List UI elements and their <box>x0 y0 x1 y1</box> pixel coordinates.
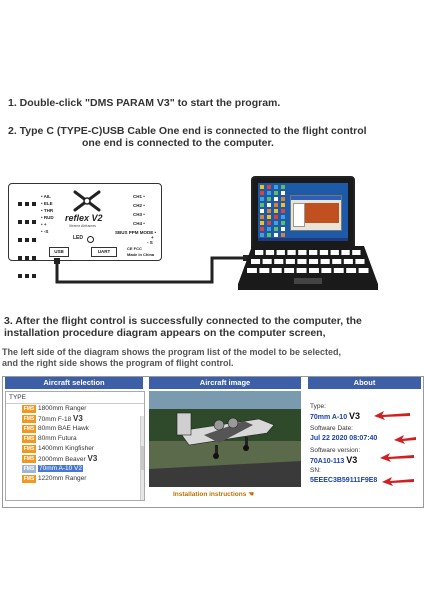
aircraft-photo <box>149 391 301 487</box>
software-version-value: 70A10-113 V3 <box>310 455 358 465</box>
aircraft-name: 1220mm Ranger <box>38 475 87 482</box>
step-2-text-line2: one end is connected to the computer. <box>82 137 274 149</box>
description-line2: and the right side shows the program of flight control. <box>2 358 234 368</box>
red-arrow-icon <box>372 407 412 421</box>
aircraft-list-item[interactable] <box>6 434 144 444</box>
taskbar <box>258 238 348 241</box>
usb-port: USB <box>49 247 69 257</box>
aircraft-name: 1800mm Ranger <box>38 405 87 412</box>
about-section <box>308 391 421 503</box>
red-arrow-icon <box>380 473 416 487</box>
laptop-keyboard <box>238 246 378 290</box>
certification-label: CE FCC Made in China <box>127 246 155 257</box>
step-2-text-line1: 2. Type C (TYPE-C)USB Cable One end is connected to the flight control <box>8 125 367 137</box>
fc-minus-s-label: - S <box>147 240 153 245</box>
sn-value: 5EEEC3B59111F9E8 <box>310 477 378 484</box>
description-line1: The left side of the diagram shows the program list of the model to be selected, <box>2 347 342 357</box>
brand-name: reflex V2 <box>65 213 103 223</box>
aircraft-list[interactable] <box>5 391 145 501</box>
program-panel <box>2 376 424 508</box>
software-date-label: Software Date: <box>310 425 353 432</box>
uart-port: UART <box>91 247 117 257</box>
fc-right-label: CH3 • <box>133 212 145 217</box>
type-label: Type: <box>310 403 326 410</box>
scrollbar-thumb[interactable] <box>141 446 145 470</box>
aircraft-list-item[interactable] <box>6 464 144 474</box>
fms-badge-icon: FMS <box>23 426 35 432</box>
fc-left-label: • AIL <box>41 194 51 199</box>
aircraft-selection-header: Aircraft selection <box>5 377 143 389</box>
list-header-type: TYPE <box>6 392 144 404</box>
fc-left-label: • ELE <box>41 201 53 206</box>
aircraft-name: 80mm BAE Hawk <box>38 425 89 432</box>
red-arrow-icon <box>378 449 416 463</box>
fc-left-label: • -S <box>41 229 49 234</box>
fc-left-label: • THR <box>41 208 54 213</box>
software-date-value: Jul 22 2020 08:07:40 <box>310 435 378 442</box>
fc-right-label: CH1 • <box>133 194 145 199</box>
software-version-label: Software version: <box>310 447 361 454</box>
fms-badge-icon: FMS <box>23 446 35 452</box>
aircraft-list-item[interactable] <box>6 444 144 454</box>
list-scrollbar[interactable] <box>140 416 145 501</box>
led-label: LED <box>73 235 83 241</box>
red-arrow-icon <box>392 431 418 445</box>
fms-badge-icon: FMS <box>23 436 35 442</box>
aircraft-name: 2000mm Beaver <box>38 456 86 463</box>
aircraft-list-item[interactable] <box>6 404 144 414</box>
aircraft-name: 70mm A-10 V2 <box>39 465 82 472</box>
aircraft-list-item[interactable] <box>6 454 144 464</box>
aircraft-name: 80mm Futura <box>38 435 77 442</box>
step-3-text-line1: 3. After the flight control is successfully connected to the computer, the <box>4 315 362 327</box>
aircraft-name: 1400mm Kingfisher <box>38 445 94 452</box>
aircraft-image-header: Aircraft image <box>149 377 301 389</box>
fc-left-label: • + <box>41 222 47 227</box>
aircraft-list-item[interactable] <box>6 474 144 484</box>
fms-badge-icon: FMS <box>23 416 35 422</box>
fms-badge-icon: FMS <box>23 466 35 472</box>
fms-badge-icon: FMS <box>23 476 35 482</box>
aircraft-list-item[interactable] <box>6 424 144 434</box>
type-value: 70mm A-10 V3 <box>310 411 361 421</box>
fc-left-label: • RUD <box>41 215 54 220</box>
hand-pointer-icon: ☚ <box>248 491 254 498</box>
program-window-thumbnail <box>290 195 342 231</box>
fc-plus-label: + <box>151 235 154 240</box>
fc-right-label: CH2 • <box>133 203 145 208</box>
sbus-mode-label: SBUS PPM MODE • <box>115 230 157 235</box>
brand-subtitle: Xtreme Airframes <box>69 224 97 228</box>
aircraft-name: 70mm F-18 <box>38 416 72 423</box>
step-3-text-line2: installation procedure diagram appears on the computer screen, <box>4 327 326 339</box>
desktop-screenshot <box>258 183 348 241</box>
fms-badge-icon: FMS <box>23 456 35 462</box>
fc-right-label: CH4 • <box>133 221 145 226</box>
fms-badge-icon: FMS <box>23 406 35 412</box>
about-header: About <box>308 377 421 389</box>
sn-label: SN: <box>310 467 321 474</box>
step-1-text: 1. Double-click "DMS PARAM V3" to start the program. <box>8 97 281 109</box>
v3-tag: V3 <box>87 454 98 463</box>
laptop-screen <box>251 176 355 248</box>
installation-instructions-link[interactable]: Installation instructions ☚ <box>173 491 254 498</box>
v3-tag: V3 <box>73 414 83 423</box>
aircraft-list-item[interactable] <box>6 414 144 424</box>
